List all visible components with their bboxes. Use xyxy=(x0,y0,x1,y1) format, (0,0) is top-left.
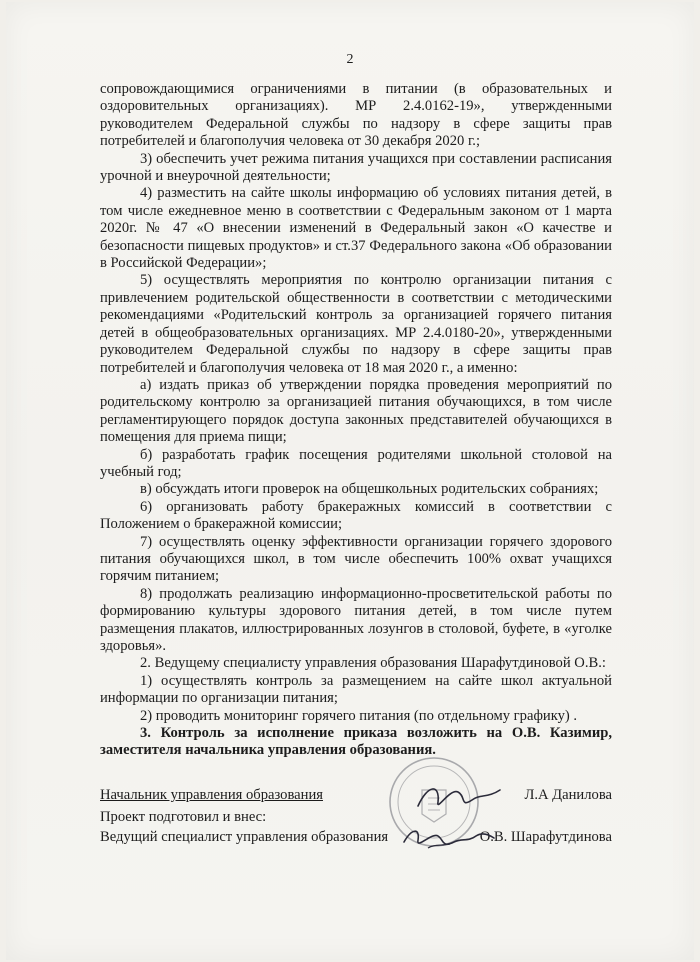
head-handwritten-signature xyxy=(410,778,510,818)
paragraph-item-5a: а) издать приказ об утверждении порядка проведения мероприятий по родительскому контролю за организацией питания обучающихся, в том числе регламентирующего порядок доступа законных представителей обучающихся в помещения для приема пищи; xyxy=(100,376,612,446)
paragraph-section-2-item-2: 2) проводить мониторинг горячего питания (по отдельному графику) . xyxy=(140,707,578,724)
paragraph-item-7: 7) осуществлять оценку эффективности организации горячего здорового питания обучающихся школ, в том числе обеспечить 100% охват учащихся горячим питанием; xyxy=(100,533,612,585)
specialist-handwritten-signature xyxy=(398,818,498,858)
page-number: 2 xyxy=(346,52,354,67)
paragraph-item-8: 8) продолжать реализацию информационно-просветительской работы по формированию культуры здорового питания детей, в том числе путем размещения плакатов, иллюстрированных лозунгов в столовой, буфете, в «уголке здоровья». xyxy=(100,585,612,654)
paragraph-item-4: 4) разместить на сайте школы информацию об условиях питания детей, в том числе ежедневное меню в соответствии с Федеральным законом от 1 марта 2020г. № 47 «О внесении изменений в Федеральный закон «О качестве и безопасности пищевых продуктов» и ст.37 Федерального закона «Об образовании в Российской Федерации»; xyxy=(100,185,612,272)
document-body xyxy=(100,81,612,760)
prepared-label: Проект подготовил и внес: xyxy=(100,809,267,825)
paragraph-item-5c: в) обсуждать итоги проверок на общешкольных родительских собраниях; xyxy=(140,481,599,498)
paragraph-section-3: 3. Контроль за исполнение приказа возложить на О.В. Казимир, заместителя начальника управления образования. xyxy=(100,725,612,759)
paragraph-continuation: сопровождающимися ограничениями в питании (в образовательных и оздоровительных организациях). МР 2.4.0162-19», утвержденными руководителем Федеральной службы по надзору в сфере защиты прав потребителей и благополучия человека от 30 декабря 2020 г.; xyxy=(100,81,612,150)
paragraph-item-5b: б) разработать график посещения родителями школьной столовой на учебный год; xyxy=(100,446,612,480)
specialist-title: Ведущий специалист управления образования xyxy=(100,829,389,845)
paragraph-section-2-item-1: 1) осуществлять контроль за размещением на сайте школ актуальной информации по организации питания; xyxy=(100,672,612,707)
paragraph-item-6: 6) организовать работу бракеражных комиссий в соответствии с Положением о бракеражной комиссии; xyxy=(100,498,612,533)
paragraph-item-3: 3) обеспечить учет режима питания учащихся при составлении расписания урочной и внеурочной деятельности; xyxy=(100,150,612,185)
paragraph-item-5: 5) осуществлять мероприятия по контролю организации питания с привлечением родительской общественности в соответствии с методическими рекомендациями «Родительский контроль за организацией горячего питания детей в общеобразовательных организациях. МР 2.4.0180-20», утвержденными руководителем Федеральной службы по надзору в сфере защиты прав потребителей и благополучия человека от 18 мая 2020 г., а именно: xyxy=(100,272,612,376)
specialist-name: О.В. Шарафутдинова xyxy=(479,829,612,845)
head-name: Л.А Данилова xyxy=(524,787,612,803)
paragraph-section-2: 2. Ведущему специалисту управления образования Шарафутдиновой О.В.: xyxy=(140,655,606,672)
head-title: Начальник управления образования xyxy=(100,787,323,803)
